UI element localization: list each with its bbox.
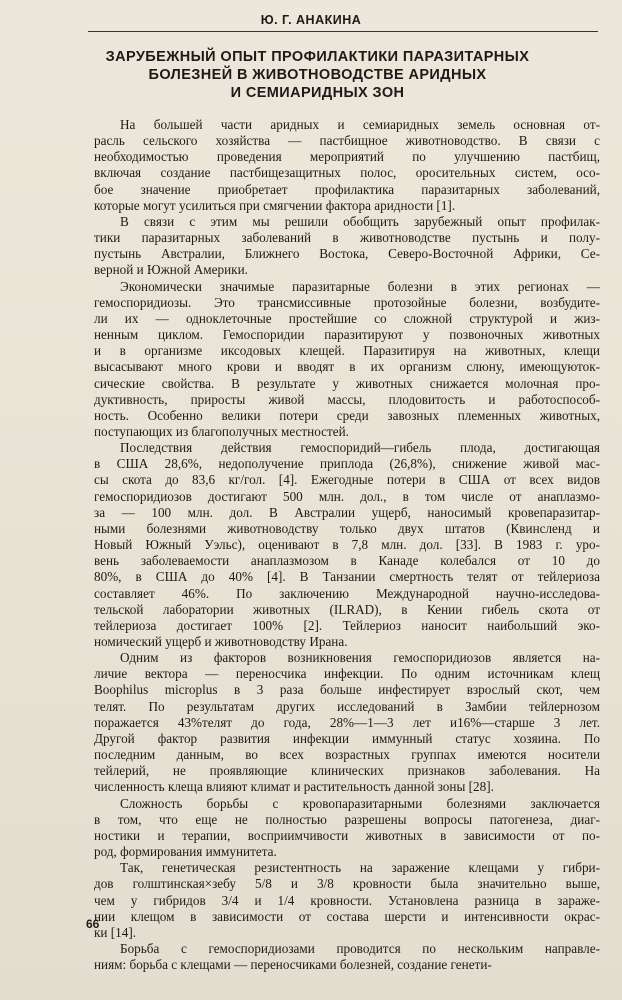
paragraph	[94, 279, 600, 441]
title-line: И СЕМИАРИДНЫХ ЗОН	[230, 85, 405, 101]
title-line: ЗАРУБЕЖНЫЙ ОПЫТ ПРОФИЛАКТИКИ ПАРАЗИТАРНЫХ	[105, 49, 530, 65]
text-line: Boophilus microplus в 3 раза больше инфестирует взрослый скот, чем	[94, 682, 600, 698]
text-line: пустынь Австралии, Ближнего Востока, Северо-Восточной Африки, Се-	[94, 246, 600, 262]
text-line: тельской лаборатории животных (ILRAD), в Кении гибель скота от	[94, 601, 600, 617]
text-line: тейлерий, не проявляющие клинических признаков заболевания. На	[94, 763, 600, 779]
text-line: Одним из факторов возникновения гемоспоридиозов является на-	[120, 650, 600, 666]
paragraph	[94, 440, 600, 650]
title-line: БОЛЕЗНЕЙ В ЖИВОТНОВОДСТВЕ АРИДНЫХ	[148, 67, 487, 83]
text-line: гемоспоридиозов достигают 500 млн. дол., в том числе от анаплазмо-	[94, 488, 600, 504]
text-line: высасывают много крови и вводят в их организм слюну, имеющуюток-	[94, 359, 600, 375]
paragraph	[94, 117, 600, 214]
text-line: Так, генетическая резистентность на заражение клещами у гибри-	[120, 860, 600, 876]
text-line: составляет 46%. По заключению Международной научно-исследова-	[94, 585, 600, 601]
paragraph	[94, 650, 600, 795]
text-line: верной и Южной Америки.	[94, 262, 248, 278]
article-title	[95, 48, 540, 102]
text-line: ки [14].	[94, 924, 137, 940]
text-line: расль сельского хозяйства — пастбищное животноводство. В связи с	[94, 133, 600, 149]
text-line: номический ущерб и животноводству Ирана.	[94, 634, 348, 649]
text-line: телят. По результатам других исследований в Замбии тейлернозом	[94, 698, 600, 714]
page-number: 66	[86, 917, 100, 931]
text-line: и в организме иксодовых клещей. Паразитируя на животных, клещи	[94, 343, 600, 359]
text-line: ностики и терапии, восприимчивости животных в зависимости от по-	[94, 827, 600, 843]
paragraph	[94, 214, 600, 279]
text-line: гемоспоридиозы. Это трансмиссивные протозойные болезни, возбудите-	[94, 294, 600, 310]
text-line: На большей части аридных и семиаридных земель основная от-	[120, 117, 600, 132]
text-line: за — 100 млн. дол. В Австралии ущерб, наносимый кровепаразитар-	[94, 504, 600, 520]
text-line: поражается 43%телят до года, 28%—1—3 лет и16%—старше 3 лет.	[94, 714, 600, 730]
text-line: нии клещом в зависимости от состава шерсти и интенсивности окрас-	[94, 908, 600, 924]
paragraph	[94, 941, 600, 973]
text-line: включая создание пастбищезащитных полос, оросительных систем, осо-	[94, 165, 600, 181]
text-line: в том, что еще не полностью разрешены вопросы патогенеза, диаг-	[94, 811, 600, 827]
text-line: чем у гибридов 3/4 и 1/4 кровности. Установлена разница в зараже-	[94, 892, 600, 908]
text-line: род, формирования иммунитета.	[94, 844, 277, 860]
text-line: дов голштинская×зебу 5/8 и 3/8 кровности была значительно выше,	[94, 876, 600, 892]
text-line: ниям: борьба с клещами — переносчиками болезней, создание генети-	[94, 957, 492, 973]
text-line: В связи с этим мы решили обобщить зарубежный опыт профилак-	[120, 213, 600, 229]
text-line: ность. Особенно велики потери среди завозных племенных животных,	[94, 407, 600, 423]
paragraph	[94, 860, 600, 941]
header-rule	[88, 31, 598, 32]
text-line: тейлериоза достигает 100% [2]. Тейлериоз наносит наибольший эко-	[94, 617, 600, 633]
text-line: ненным циклом. Гемоспоридии паразитируют у позвоночных животных	[94, 327, 600, 343]
paragraph	[94, 796, 600, 861]
text-line: Борьба с гемоспоридиозами проводится по нескольким направле-	[120, 940, 600, 956]
text-line: Новый Южный Уэльс), оценивают в 7,8 млн. дол. [33]. В 1983 г. уро-	[94, 537, 600, 553]
text-line: 80%, в США до 40% [4]. В Танзании смертность телят от тейлериоза	[94, 569, 600, 585]
text-line: Экономически значимые паразитарные болезни в этих регионах —	[120, 278, 600, 294]
text-line: последним данным, во всех возрастных группах имеются носители	[94, 747, 600, 763]
text-line: необходимостью проведения мероприятий по улучшению пастбищ,	[94, 149, 600, 165]
text-line: численность клеща влияют климат и растительность данной зоны [28].	[94, 779, 494, 795]
text-line: ными болезнями животноводству только двух штатов (Квинсленд и	[94, 520, 600, 536]
author-name: Ю. Г. АНАКИНА	[260, 13, 362, 27]
text-line: Последствия действия гемоспоридий—гибель плода, достигающая	[120, 440, 600, 456]
text-line: Другой фактор развития инфекции иммунный статус хозяина. По	[94, 730, 600, 746]
text-line: в США 28,6%, недополучение приплода (26,8%), снижение живой мас-	[94, 456, 600, 472]
text-line: бое значение приобретает профилактика паразитарных заболеваний,	[94, 181, 600, 197]
text-line: тики паразитарных заболеваний в животноводстве пустынь и полу-	[94, 230, 600, 246]
text-line: вень заболеваемости анаплазмозом в Канаде колебался от 10 до	[94, 553, 600, 569]
text-line: Сложность борьбы с кровопаразитарными болезнями заключается	[120, 795, 600, 811]
article-body	[94, 117, 600, 973]
text-line: личие вектора — переносчика инфекции. По одним источникам клещ	[94, 666, 600, 682]
text-line: поступающих из благополучных местностей.	[94, 423, 349, 439]
text-line: дуктивность, приросты живой массы, плодовитость и работоспособ-	[94, 391, 600, 407]
text-line: ли их — одноклеточные простейшие со сложной структурой и жиз-	[94, 310, 600, 326]
text-line: сы скота до 83,6 кг/гол. [4]. Ежегодные потери в США от всех видов	[94, 472, 600, 488]
text-line: сические свойства. В результате у животных снижается молочная про-	[94, 375, 600, 391]
text-line: которые могут усилиться при смягчении фактора аридности [1].	[94, 197, 456, 213]
